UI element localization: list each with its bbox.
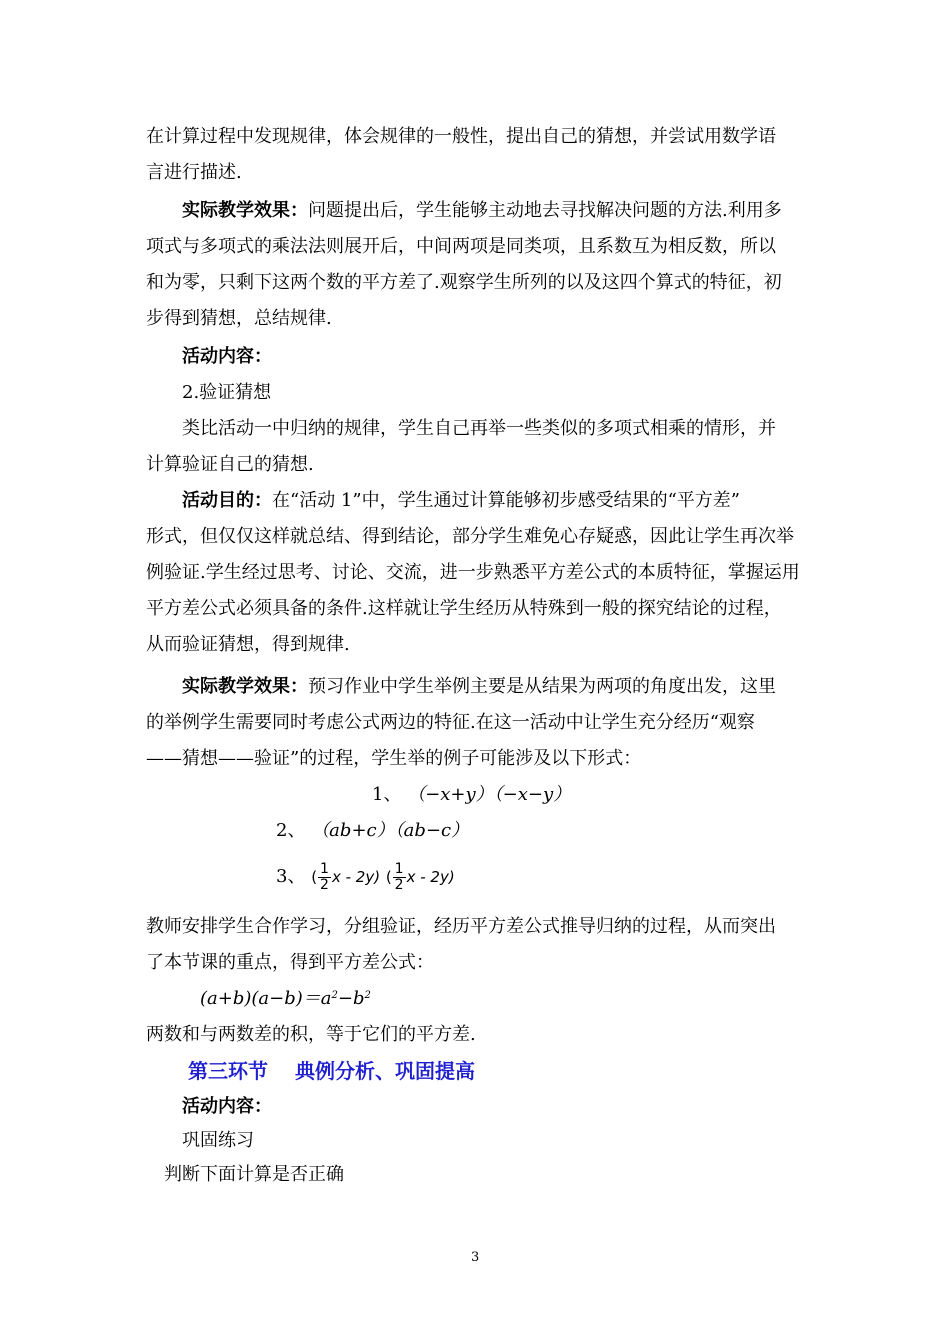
paragraph-line: ——猜想——验证”的过程，学生举的例子可能涉及以下形式： — [146, 748, 642, 769]
paragraph-line: 在计算过程中发现规律，体会规律的一般性，提出自己的猜想，并尝试用数学语 — [146, 126, 776, 147]
example-factor: ( $\frac{1}{2}$ x - 2y) — [311, 861, 381, 893]
fraction — [393, 862, 406, 893]
paragraph-line: 类比活动一中归纳的规律，学生自己再举一些类似的多项式相乘的情形，并 — [182, 418, 776, 439]
paragraph-line: 平方差公式必须具备的条件.这样就让学生经历从特殊到一般的探究结论的过程， — [146, 598, 782, 619]
fraction-numerator: 1 — [320, 861, 329, 877]
example-1 — [372, 782, 571, 808]
formula-mid: −b — [337, 988, 365, 1009]
fraction-rest: x - 2y) — [406, 868, 455, 886]
effect-label: 实际教学效果： — [182, 676, 308, 697]
example-index: 2、 — [276, 820, 306, 841]
judge-label: 判断下面计算是否正确 — [164, 1164, 344, 1185]
example-index: 3、 — [276, 866, 306, 887]
formula-exponent: 2 — [331, 990, 338, 1001]
activity-label: 活动内容： — [182, 1096, 272, 1117]
paragraph-line: 形式，但仅仅这样就总结、得到结论，部分学生难免心存疑惑，因此让学生再次举 — [146, 526, 794, 547]
effect-paragraph — [182, 198, 782, 224]
paragraph-line: 教师安排学生合作学习，分组验证，经历平方差公式推导归纳的过程，从而突出 — [146, 916, 776, 937]
fraction-denominator: 2 — [394, 877, 404, 893]
example-factor: （ab−c） — [394, 820, 470, 841]
example-factor: （ab+c） — [311, 820, 395, 841]
example-index: 1、 — [372, 784, 402, 805]
paragraph-line: 项式与多项式的乘法法则展开后，中间两项是同类项，且系数互为相反数，所以 — [146, 236, 776, 257]
formula-lhs: (a+b)(a−b)＝a — [200, 988, 332, 1009]
example-factor: （−x−y） — [493, 784, 572, 805]
fraction — [318, 862, 331, 893]
paragraph-line: 步得到猜想，总结规律. — [146, 308, 332, 329]
paragraph-line: 和为零，只剩下这两个数的平方差了.观察学生所列的以及这四个算式的特征，初 — [146, 272, 782, 293]
paragraph-line: 的举例学生需要同时考虑公式两边的特征.在这一活动中让学生充分经历“观察 — [146, 712, 755, 733]
consolidate-label: 巩固练习 — [182, 1130, 254, 1151]
effect-text: 问题提出后，学生能够主动地去寻找解决问题的方法.利用多 — [308, 200, 782, 221]
paragraph-line: 例验证.学生经过思考、讨论、交流，进一步熟悉平方差公式的本质特征，掌握运用 — [146, 562, 800, 583]
formula-statement: 两数和与两数差的积，等于它们的平方差. — [146, 1024, 476, 1045]
formula-exponent: 2 — [364, 990, 371, 1001]
effect-text: 预习作业中学生举例主要是从结果为两项的角度出发，这里 — [308, 676, 776, 697]
effect-paragraph — [182, 674, 776, 700]
fraction-numerator: 1 — [394, 861, 404, 877]
section-heading: 第三环节 典例分析、巩固提高 — [188, 1059, 475, 1083]
difference-of-squares-formula — [200, 986, 371, 1012]
purpose-text: 在“活动 1”中，学生通过计算能够初步感受结果的“平方差” — [272, 490, 740, 511]
purpose-label: 活动目的： — [182, 490, 272, 511]
fraction-denominator: 2 — [320, 877, 329, 893]
verify-title: 2.验证猜想 — [182, 382, 272, 403]
example-3 — [276, 862, 455, 893]
paragraph-line: 言进行描述. — [146, 162, 242, 183]
fraction-rest: x - 2y) — [331, 868, 381, 886]
effect-label: 实际教学效果： — [182, 200, 308, 221]
paragraph-line: 计算验证自己的猜想. — [146, 454, 314, 475]
example-2 — [276, 818, 469, 844]
purpose-paragraph — [182, 488, 740, 514]
paragraph-line: 从而验证猜想，得到规律. — [146, 634, 350, 655]
paragraph-line: 了本节课的重点，得到平方差公式： — [146, 952, 434, 973]
page-number: 3 — [471, 1250, 480, 1265]
example-factor: ( $\frac{1}{2}$ x - 2y) — [385, 861, 455, 893]
example-factor: （−x+y） — [407, 784, 494, 805]
activity-label: 活动内容： — [182, 346, 272, 367]
